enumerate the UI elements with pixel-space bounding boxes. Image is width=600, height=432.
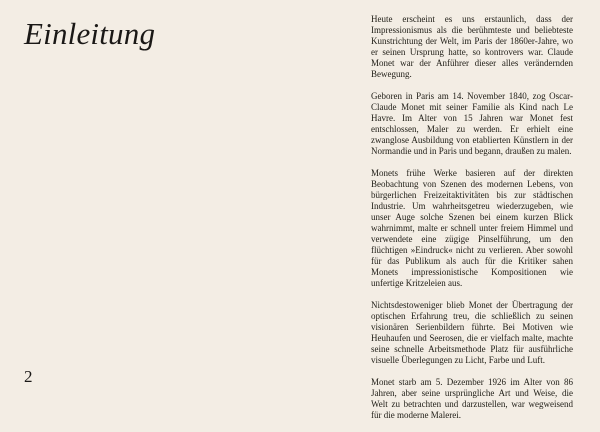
left-page xyxy=(0,0,300,404)
body-text xyxy=(371,14,573,432)
right-page xyxy=(300,0,600,420)
chapter-title: Einleitung xyxy=(24,16,156,51)
paragraph-intro: Heute erscheint es uns erstaunlich, dass der Impressionismus als die berühmteste und beliebteste Kunstrichtung der Welt, im Paris der 1860er-Jahre, wo er seinen Ursprung hatte, so kontrovers war. Claude Monet war der Anführer dieser alles verändernden Bewegung. xyxy=(371,14,573,79)
paragraph-legacy: Monet starb am 5. Dezember 1926 im Alter von 86 Jahren, aber seine ursprüngliche Art und Weise, die Welt zu betrachten und darzustellen, war wegweisend für die moderne Malerei. xyxy=(371,377,573,420)
paragraph-early-works: Monets frühe Werke basieren auf der direkten Beobachtung von Szenen des modernen Lebens, von bürgerlichen Freizeitaktivitäten bis zur städtischen Industrie. Um wahrheitsgetreu wiederzugeben, wie unser Auge solche Szenen bei einem kurzen Blick wahrnimmt, malte er schnell unter freiem Himmel und verwendete eine zügige Pinselführung, um den flüchtigen »Eindruck« nicht zu verlieren. Aber sowohl für das Publikum als auch für die Kritiker sahen Monets impressionistische Kompositionen wie unfertige Kritzeleien aus. xyxy=(371,168,573,288)
paragraph-series: Nichtsdestoweniger blieb Monet der Übertragung der optischen Erfahrung treu, die schließlich zu seinen visionären Serienbildern führte. Bei Motiven wie Heuhaufen und Seerosen, die er vielfach malte, machte seine schnelle Arbeitsmethode Platz für ausführliche visuelle Überlegungen zu Licht, Farbe und Luft. xyxy=(371,300,573,365)
page-number: 2 xyxy=(24,367,33,386)
paragraph-biography: Geboren in Paris am 14. November 1840, zog Oscar-Claude Monet mit seiner Familie als Kind nach Le Havre. Im Alter von 15 Jahren war Monet fest entschlossen, Maler zu werden. Er erhielt eine zwanglose Ausbildung von etablierten Künstlern in der Normandie und in Paris und begann, draußen zu malen. xyxy=(371,91,573,156)
